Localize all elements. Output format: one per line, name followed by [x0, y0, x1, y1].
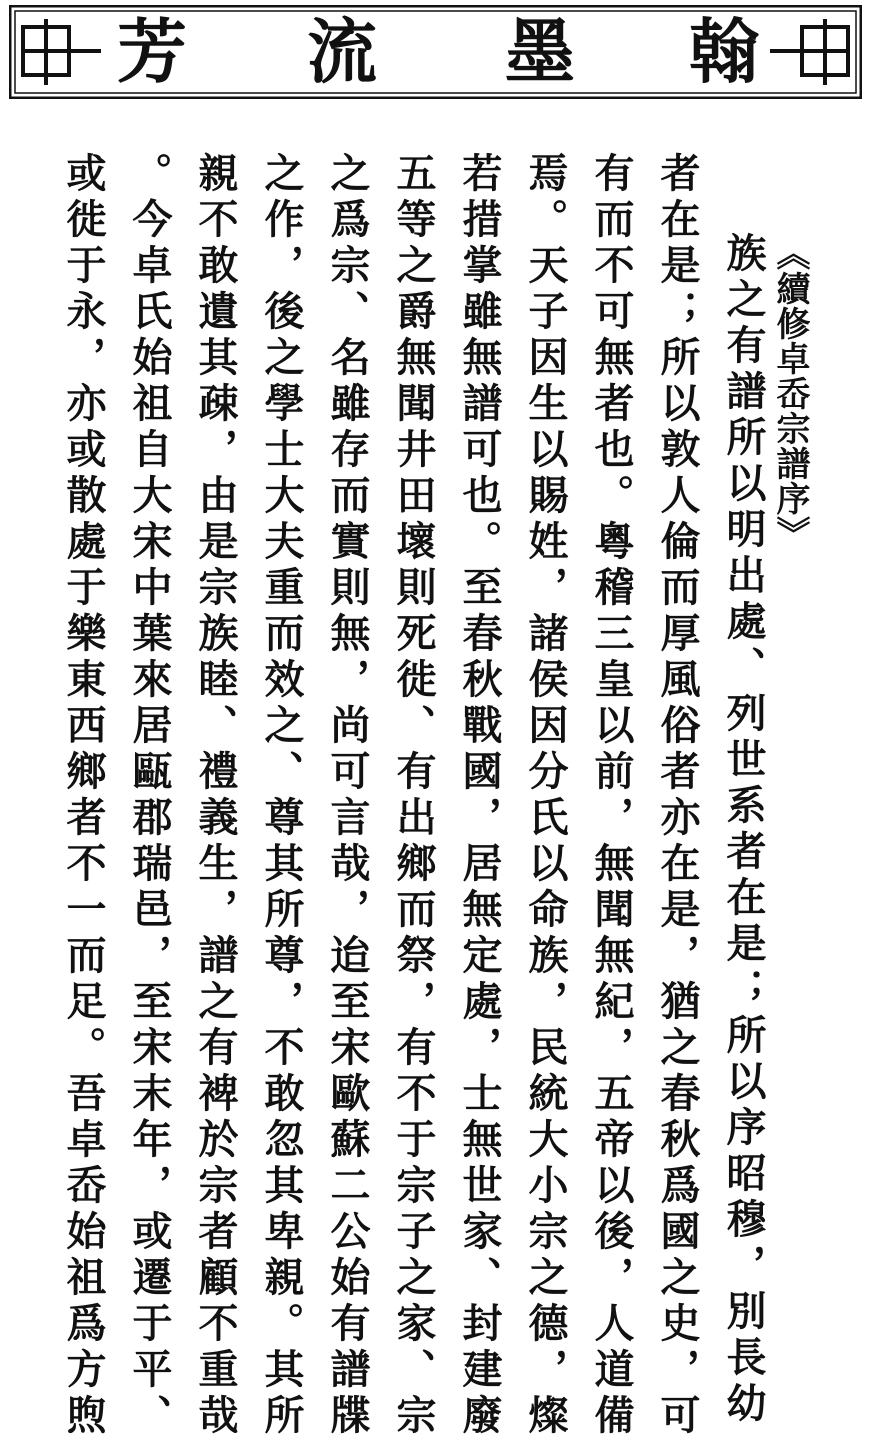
text-column: 者在是；所以敦人倫而厚風俗者亦在是，猶之春秋爲國之史，可	[654, 152, 701, 1440]
banner-char-3: 墨	[505, 10, 575, 93]
text-column: 之爲宗、名雖存而實則無，尚可言哉，迨至宋歐蘇二公始有譜牒	[324, 152, 371, 1440]
banner-char-2: 流	[307, 10, 377, 93]
banner	[9, 5, 862, 99]
text-column: 之作，後之學士大夫重而效之、尊其所尊，不敢忽其卑親。其所	[258, 152, 305, 1440]
text-column: 五等之爵無聞井田壞則死徙、有出鄉而祭，有不于宗子之家、宗	[390, 152, 437, 1440]
banner-char-4: 翰	[689, 10, 759, 93]
text-column: 有而不可無者也。粵稽三皇以前，無聞無紀，五帝以後，人道備	[588, 152, 635, 1440]
fret-ornament-left-icon	[23, 19, 101, 85]
text-column: 。今卓氏始祖自大宋中葉來居甌郡瑞邑，至宋末年，或遷于平、	[126, 152, 173, 1440]
fret-ornament-right-icon	[770, 19, 848, 85]
text-column: 族之有譜所以明出處、列世系者在是；所以序昭穆，別長幼	[720, 232, 767, 1428]
text-column: 若措掌雖無譜可也。至春秋戰國，居無定處，士無世家、封建廢	[456, 152, 503, 1440]
text-column: 親不敢遺其疎，由是宗族睦、禮義生，譜之有裨於宗者顧不重哉	[192, 152, 239, 1440]
article-body	[60, 152, 776, 1440]
text-column: 或徙于永，亦或散處于樂東西鄉者不一而足。吾卓岙始祖爲方煦	[60, 152, 107, 1440]
article-title: 《續修卓岙宗譜序》	[770, 236, 810, 551]
text-column: 焉。天子因生以賜姓，諸侯因分氏以命族，民統大小宗之德，燦	[522, 152, 569, 1440]
banner-char-1: 芳	[117, 10, 187, 93]
